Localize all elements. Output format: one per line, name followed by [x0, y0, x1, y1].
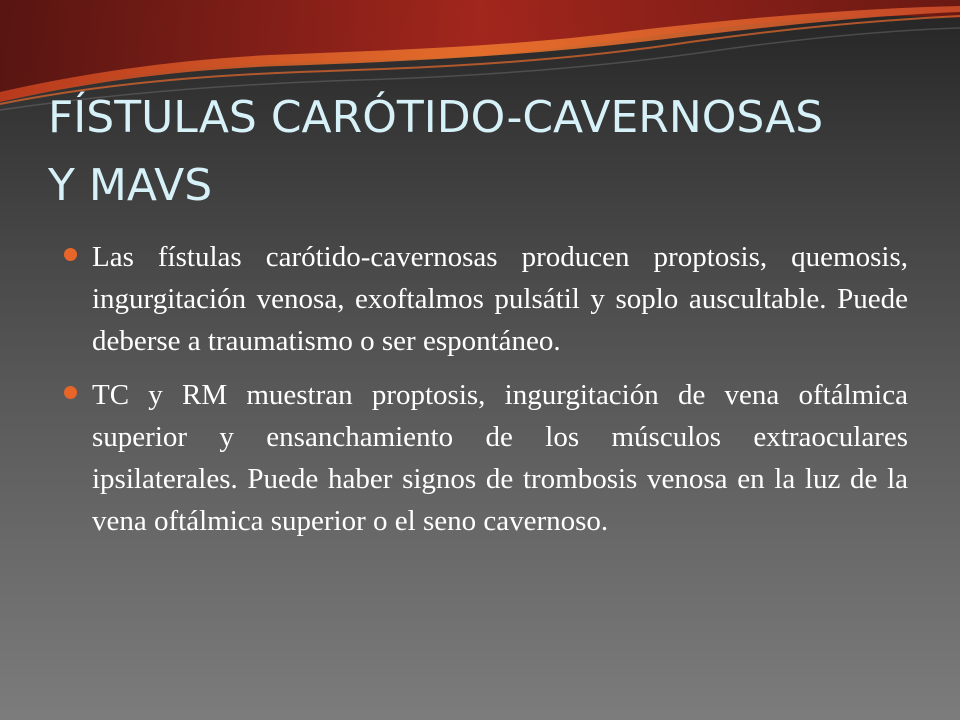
slide-title — [48, 84, 928, 220]
bullet-list — [64, 236, 908, 554]
bullet-item — [64, 374, 908, 542]
bullet-item — [64, 236, 908, 362]
slide-title-line-1: FÍSTULAS CARÓTIDO-CAVERNOSAS — [48, 92, 824, 143]
bullet-text: Las fístulas carótido-cavernosas producen proptosis, quemosis, ingurgitación venosa, exoftalmos pulsátil y soplo auscultable. Puede deberse a traumatismo o ser espontáneo. — [92, 241, 908, 357]
bullet-text: TC y RM muestran proptosis, ingurgitación de vena oftálmica superior y ensanchamiento de los músculos extraoculares ipsilaterales. Puede haber signos de trombosis venosa en la luz de la vena oftálmica superior o el seno cavernoso. — [92, 379, 908, 537]
bullet-marker-icon — [64, 248, 77, 261]
bullet-marker-icon — [64, 386, 77, 399]
slide-title-line-2: Y MAVS — [48, 160, 213, 211]
